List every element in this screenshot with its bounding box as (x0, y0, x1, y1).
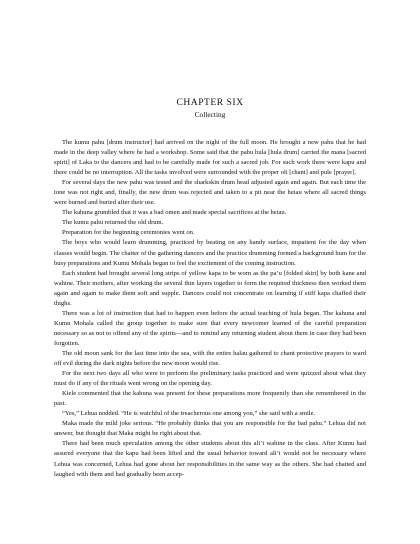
chapter-body (54, 138, 366, 480)
paragraph: Kiele commented that the kahuna was present for these preparations more frequently than she remembered in the past. (54, 390, 366, 408)
paragraph: Preparation for the beginning ceremonies went on. (62, 229, 195, 237)
paragraph: Each student had brought several long strips of yellow kapa to be worn as the pa’u [folded skirt] by both kane and wahine. Their mothers, after working the several thin layers together to form the required thickness then worked them again and again to make them soft and supple. Dancers could not concentrate on learning if stiff kapa chaffed their thighs. (54, 269, 366, 307)
paragraph: Maka made the mild joke serious. “He probably thinks that you are responsible for the bad pahu.” Lehua did not answer, but thought that Maka might be right about that. (54, 420, 366, 438)
paragraph: “Yes,” Lehua nodded. “He is watchful of the treacherous one among you,” she said with a smile. (62, 410, 316, 418)
chapter-heading (0, 97, 420, 120)
paragraph: The old moon sank for the last time into the sea, with the entire halau gathered to chant protective prayers to ward off evil during the dark nights before the new moon would rise. (54, 349, 366, 368)
chapter-subtitle: Collecting (194, 110, 226, 119)
paragraph: The boys who would learn drumming, practiced by beating on any handy surface, impatient for the day when classes would begin. The chatter of the gathering dancers and the practice drumming formed a background hum for the busy preparations and Kumu Mohala began to feel the excitement of the coming instruction. (54, 239, 366, 267)
paragraph: There had been much speculation among the other students about this ali’i wahine in the class. After Kumu had assured everyone that the kapu had been lifted and the usual behavior toward ali’i would not be necessary where Lehua was concerned, Lehua had gone about her responsibilities in the same way as the others. She had chatted and laughed with them and had gradually been accep- (54, 440, 366, 478)
paragraph: The kumu pahu [drum instructor] had arrived on the night of the full moon. He brought a new pahu that he had made in the deep valley where he had a workshop. Some said that the pahu hula [hula drum] carried the mana [sacred spirit] of Laka to the dancers and had to be carefully made for such a sacred job. For such work there were kapu and there could be no interruption. All the tasks involved were surrounded with the proper oli [chant] and pule [prayer]. (54, 139, 366, 177)
paragraph: The kumu pahu returned the old drum. (62, 219, 164, 227)
paragraph: For the next two days all who were to perform the preliminary tasks practiced and were quizzed about what they must do if any of the rituals went wrong on the opening day. (54, 370, 366, 388)
chapter-title: CHAPTER SIX (176, 97, 244, 108)
paragraph: The kahuna grumbled that it was a bad omen and made special sacrifices at the heiau. (62, 209, 287, 217)
paragraph: For several days the new pahu was tested and the sharkskin drum head adjusted again and again. But each time the tone was not right and, finally, the new drum was rejected and taken to a pit near the heiau where all sacred things were burned and buried after their use. (54, 179, 366, 207)
paragraph: There was a lot of instruction that had to happen even before the actual teaching of hula began. The kahuna and Kumu Mohala called the group together to make sure that every newcomer learned of the careful preparation necessary so as not to offend any of the spirits—and to remind any returning student about them in case they had been forgotten. (54, 309, 366, 347)
